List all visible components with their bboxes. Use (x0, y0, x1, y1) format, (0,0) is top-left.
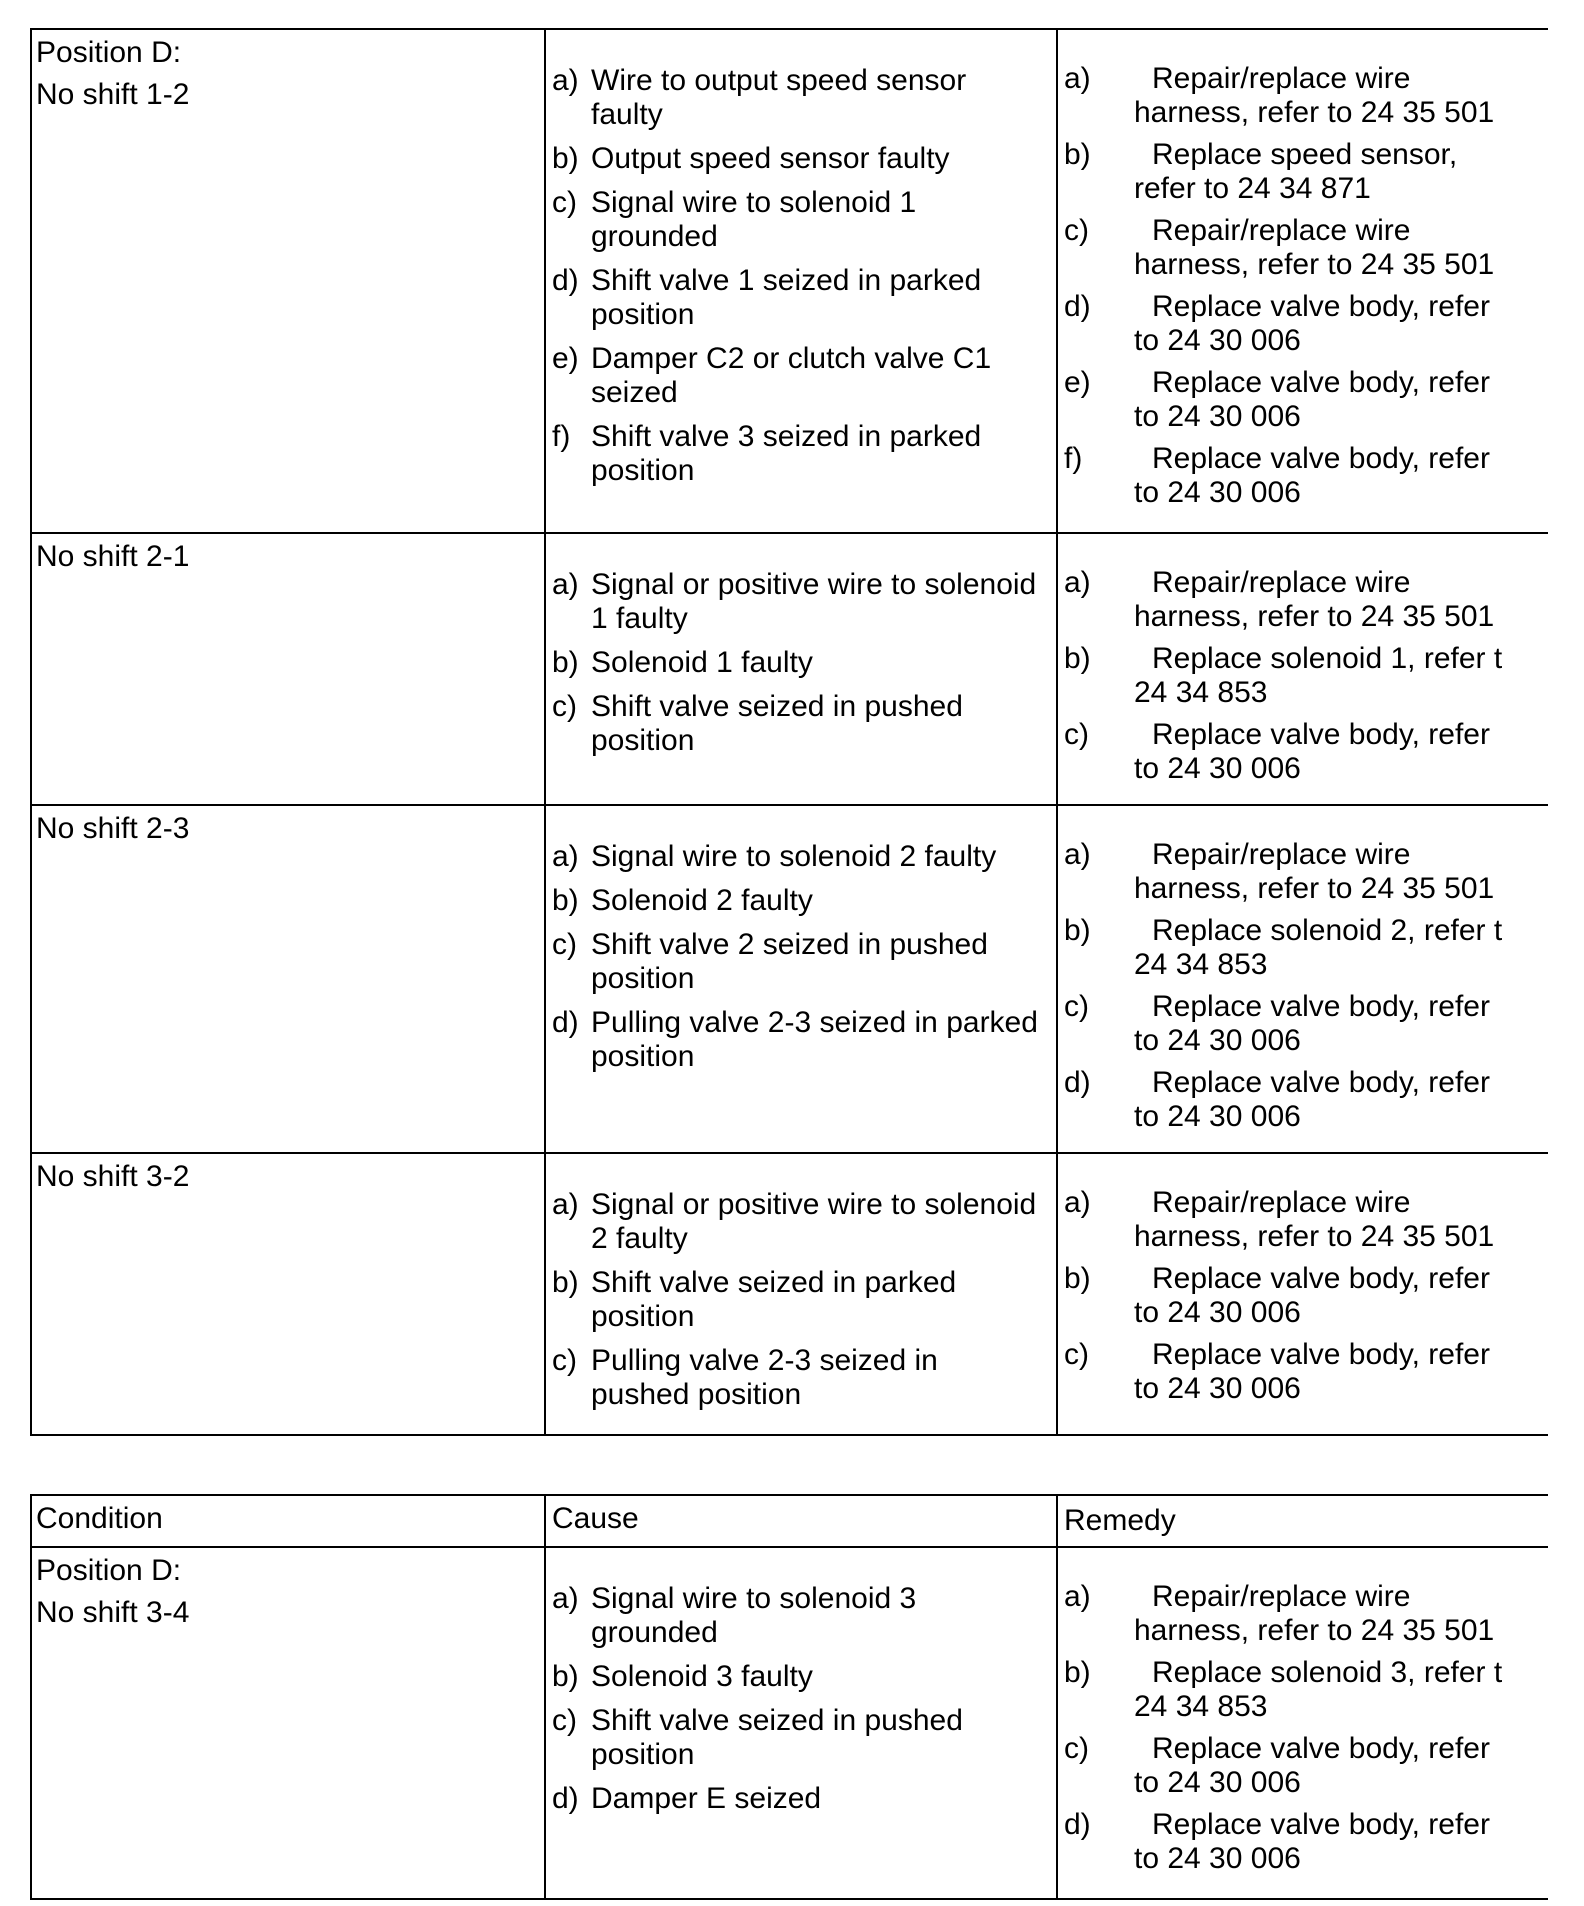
condition-text: Position D: (36, 1554, 182, 1587)
remedy-text-line2: to 24 30 006 (1134, 324, 1301, 357)
remedy-text-line1: Replace valve body, refer (1152, 990, 1490, 1023)
remedy-list (1064, 62, 1544, 510)
header-cause: Cause (552, 1502, 639, 1535)
cause-letter: b) (552, 1266, 579, 1299)
cause-letter: d) (552, 1782, 579, 1815)
row-divider (30, 804, 1548, 806)
remedy-text-line2: to 24 30 006 (1134, 1024, 1301, 1057)
cause-item (552, 884, 1042, 918)
remedy-text-line1: Replace valve body, refer (1152, 1338, 1490, 1371)
condition-text: Position D: (36, 36, 182, 69)
cause-item (552, 1660, 1042, 1694)
cause-letter: a) (552, 1188, 579, 1221)
remedy-text-line1: Replace valve body, refer (1152, 1732, 1490, 1765)
remedy-letter: b) (1064, 914, 1091, 947)
cause-text: Shift valve seized in parked position (591, 1266, 957, 1333)
remedy-letter: e) (1064, 366, 1091, 399)
remedy-text-line2: to 24 30 006 (1134, 400, 1301, 433)
remedy-text-line1: Replace speed sensor, (1152, 138, 1458, 171)
remedy-letter: b) (1064, 138, 1091, 171)
remedy-letter: c) (1064, 214, 1089, 247)
cause-letter: e) (552, 342, 579, 375)
cause-item (552, 342, 1042, 410)
cause-letter: c) (552, 186, 577, 219)
condition-text: No shift 3-4 (36, 1596, 190, 1629)
remedy-item (1064, 366, 1544, 434)
cause-text: Shift valve 3 seized in parked position (591, 420, 982, 487)
condition-text: No shift 2-1 (36, 540, 190, 573)
remedy-list (1064, 1580, 1544, 1876)
cause-text: Output speed sensor faulty (591, 142, 950, 175)
remedy-item (1064, 914, 1544, 982)
remedy-letter: c) (1064, 990, 1089, 1023)
remedy-item (1064, 442, 1544, 510)
cause-text: Signal wire to solenoid 2 faulty (591, 840, 997, 873)
remedy-item (1064, 1732, 1544, 1800)
remedy-letter: a) (1064, 566, 1091, 599)
remedy-item (1064, 566, 1544, 634)
condition-cell (36, 36, 189, 120)
cause-item (552, 1704, 1042, 1772)
table-border-bottom (30, 1434, 1548, 1436)
cause-text: Pulling valve 2-3 seized in pushed position (591, 1344, 938, 1411)
remedy-letter: b) (1064, 642, 1091, 675)
remedy-item (1064, 290, 1544, 358)
cause-letter: b) (552, 1660, 579, 1693)
cause-list (552, 568, 1042, 758)
row-divider (30, 532, 1548, 534)
remedy-text-line1: Repair/replace wire (1152, 62, 1411, 95)
cause-text: Shift valve 1 seized in parked position (591, 264, 982, 331)
column-divider-cause (544, 1494, 546, 1900)
remedy-item (1064, 138, 1544, 206)
cause-item (552, 1344, 1042, 1412)
cause-text: Solenoid 3 faulty (591, 1660, 813, 1693)
condition-cell (36, 1554, 189, 1638)
cause-text: Shift valve seized in pushed position (591, 690, 963, 757)
cause-list (552, 840, 1042, 1074)
remedy-text-line1: Replace valve body, refer (1152, 1262, 1490, 1295)
cause-item (552, 840, 1042, 874)
remedy-item (1064, 1580, 1544, 1648)
remedy-text-line1: Repair/replace wire (1152, 1580, 1411, 1613)
remedy-text-line1: Replace solenoid 2, refer t (1152, 914, 1503, 947)
remedy-text-line2: to 24 30 006 (1134, 1372, 1301, 1405)
cause-item (552, 568, 1042, 636)
remedy-item (1064, 718, 1544, 786)
remedy-text-line2: harness, refer to 24 35 501 (1134, 1220, 1495, 1253)
remedy-text-line2: to 24 30 006 (1134, 476, 1301, 509)
remedy-item (1064, 838, 1544, 906)
cause-item (552, 928, 1042, 996)
remedy-text-line2: to 24 30 006 (1134, 1296, 1301, 1329)
cause-letter: c) (552, 1344, 577, 1377)
cause-letter: c) (552, 1704, 577, 1737)
remedy-text-line2: 24 34 853 (1134, 1690, 1268, 1723)
condition-cell (36, 812, 189, 854)
remedy-letter: a) (1064, 838, 1091, 871)
remedy-letter: f) (1064, 442, 1083, 475)
cause-text: Damper E seized (591, 1782, 822, 1815)
column-divider-cause (544, 28, 546, 1436)
remedy-letter: d) (1064, 1808, 1091, 1841)
cause-text: Pulling valve 2-3 seized in parked position (591, 1006, 1038, 1073)
remedy-text-line1: Replace valve body, refer (1152, 442, 1490, 475)
cause-cell (552, 1188, 1042, 1422)
cause-text: Solenoid 2 faulty (591, 884, 813, 917)
remedy-cell (1064, 1186, 1544, 1414)
remedy-item (1064, 642, 1544, 710)
remedy-text-line1: Repair/replace wire (1152, 214, 1411, 247)
remedy-letter: d) (1064, 290, 1091, 323)
remedy-text-line2: harness, refer to 24 35 501 (1134, 600, 1495, 633)
cause-list (552, 1188, 1042, 1412)
remedy-text-line1: Replace solenoid 1, refer t (1152, 642, 1503, 675)
condition-cell (36, 540, 189, 582)
cause-cell (552, 568, 1042, 768)
row-divider (30, 1152, 1548, 1154)
remedy-text-line1: Repair/replace wire (1152, 566, 1411, 599)
remedy-cell (1064, 1580, 1544, 1884)
remedy-list (1064, 838, 1544, 1134)
remedy-text-line1: Replace solenoid 3, refer t (1152, 1656, 1503, 1689)
cause-letter: c) (552, 928, 577, 961)
remedy-text-line1: Repair/replace wire (1152, 838, 1411, 871)
table-border-top (30, 28, 1548, 30)
cause-text: Damper C2 or clutch valve C1 seized (591, 342, 992, 409)
cause-letter: c) (552, 690, 577, 723)
table-border-top (30, 1494, 1548, 1496)
remedy-item (1064, 1656, 1544, 1724)
remedy-item (1064, 1262, 1544, 1330)
remedy-text-line1: Replace valve body, refer (1152, 366, 1490, 399)
condition-text: No shift 2-3 (36, 812, 190, 845)
remedy-text-line2: to 24 30 006 (1134, 1842, 1301, 1875)
cause-cell (552, 64, 1042, 498)
remedy-item (1064, 1808, 1544, 1876)
table-border-left (30, 28, 32, 1436)
remedy-letter: c) (1064, 1338, 1089, 1371)
remedy-letter: d) (1064, 1066, 1091, 1099)
cause-cell (552, 1582, 1042, 1826)
cause-letter: a) (552, 568, 579, 601)
cause-letter: d) (552, 1006, 579, 1039)
remedy-text-line1: Replace valve body, refer (1152, 1808, 1490, 1841)
cause-item (552, 1782, 1042, 1816)
remedy-letter: a) (1064, 1186, 1091, 1219)
remedy-text-line2: to 24 30 006 (1134, 1766, 1301, 1799)
column-divider-remedy (1056, 28, 1058, 1436)
remedy-cell (1064, 566, 1544, 794)
remedy-letter: c) (1064, 1732, 1089, 1765)
troubleshooting-table-1 (30, 28, 1548, 1436)
cause-text: Wire to output speed sensor faulty (591, 64, 967, 131)
remedy-text-line2: harness, refer to 24 35 501 (1134, 872, 1495, 905)
remedy-cell (1064, 838, 1544, 1142)
remedy-list (1064, 1186, 1544, 1406)
cause-letter: b) (552, 646, 579, 679)
cause-item (552, 420, 1042, 488)
cause-item (552, 142, 1042, 176)
remedy-text-line1: Repair/replace wire (1152, 1186, 1411, 1219)
cause-item (552, 646, 1042, 680)
remedy-letter: c) (1064, 718, 1089, 751)
remedy-text-line2: 24 34 853 (1134, 948, 1268, 981)
remedy-text-line1: Replace valve body, refer (1152, 718, 1490, 751)
remedy-text-line2: 24 34 853 (1134, 676, 1268, 709)
troubleshooting-table-2 (30, 1494, 1548, 1900)
cause-text: Shift valve seized in pushed position (591, 1704, 963, 1771)
cause-text: Signal or positive wire to solenoid 1 faulty (591, 568, 1037, 635)
remedy-list (1064, 566, 1544, 786)
remedy-text-line2: harness, refer to 24 35 501 (1134, 248, 1495, 281)
remedy-text-line1: Replace valve body, refer (1152, 290, 1490, 323)
table-border-bottom (30, 1898, 1548, 1900)
condition-cell (36, 1160, 189, 1202)
remedy-text-line2: harness, refer to 24 35 501 (1134, 1614, 1495, 1647)
cause-item (552, 1188, 1042, 1256)
cause-letter: d) (552, 264, 579, 297)
remedy-letter: b) (1064, 1262, 1091, 1295)
remedy-item (1064, 1186, 1544, 1254)
cause-letter: b) (552, 142, 579, 175)
remedy-cell (1064, 62, 1544, 518)
cause-list (552, 64, 1042, 488)
remedy-letter: a) (1064, 1580, 1091, 1613)
remedy-item (1064, 62, 1544, 130)
cause-letter: a) (552, 1582, 579, 1615)
cause-text: Shift valve 2 seized in pushed position (591, 928, 988, 995)
cause-item (552, 1006, 1042, 1074)
cause-item (552, 64, 1042, 132)
remedy-text-line2: refer to 24 34 871 (1134, 172, 1371, 205)
header-condition: Condition (36, 1502, 163, 1535)
column-divider-remedy (1056, 1494, 1058, 1900)
remedy-text-line2: to 24 30 006 (1134, 1100, 1301, 1133)
cause-letter: a) (552, 64, 579, 97)
remedy-item (1064, 1066, 1544, 1134)
cause-item (552, 1582, 1042, 1650)
remedy-item (1064, 990, 1544, 1058)
cause-letter: b) (552, 884, 579, 917)
remedy-item (1064, 214, 1544, 282)
cause-item (552, 690, 1042, 758)
cause-item (552, 264, 1042, 332)
remedy-letter: b) (1064, 1656, 1091, 1689)
remedy-text-line2: harness, refer to 24 35 501 (1134, 96, 1495, 129)
cause-list (552, 1582, 1042, 1816)
header-divider (30, 1546, 1548, 1548)
table-border-left (30, 1494, 32, 1900)
cause-text: Solenoid 1 faulty (591, 646, 813, 679)
cause-letter: a) (552, 840, 579, 873)
cause-cell (552, 840, 1042, 1084)
cause-text: Signal wire to solenoid 3 grounded (591, 1582, 917, 1649)
remedy-text-line2: to 24 30 006 (1134, 752, 1301, 785)
header-remedy: Remedy (1064, 1504, 1176, 1537)
remedy-item (1064, 1338, 1544, 1406)
remedy-letter: a) (1064, 62, 1091, 95)
remedy-text-line1: Replace valve body, refer (1152, 1066, 1490, 1099)
condition-text: No shift 1-2 (36, 78, 190, 111)
cause-text: Signal wire to solenoid 1 grounded (591, 186, 917, 253)
cause-text: Signal or positive wire to solenoid 2 faulty (591, 1188, 1037, 1255)
cause-letter: f) (552, 420, 571, 453)
cause-item (552, 1266, 1042, 1334)
cause-item (552, 186, 1042, 254)
condition-text: No shift 3-2 (36, 1160, 190, 1193)
